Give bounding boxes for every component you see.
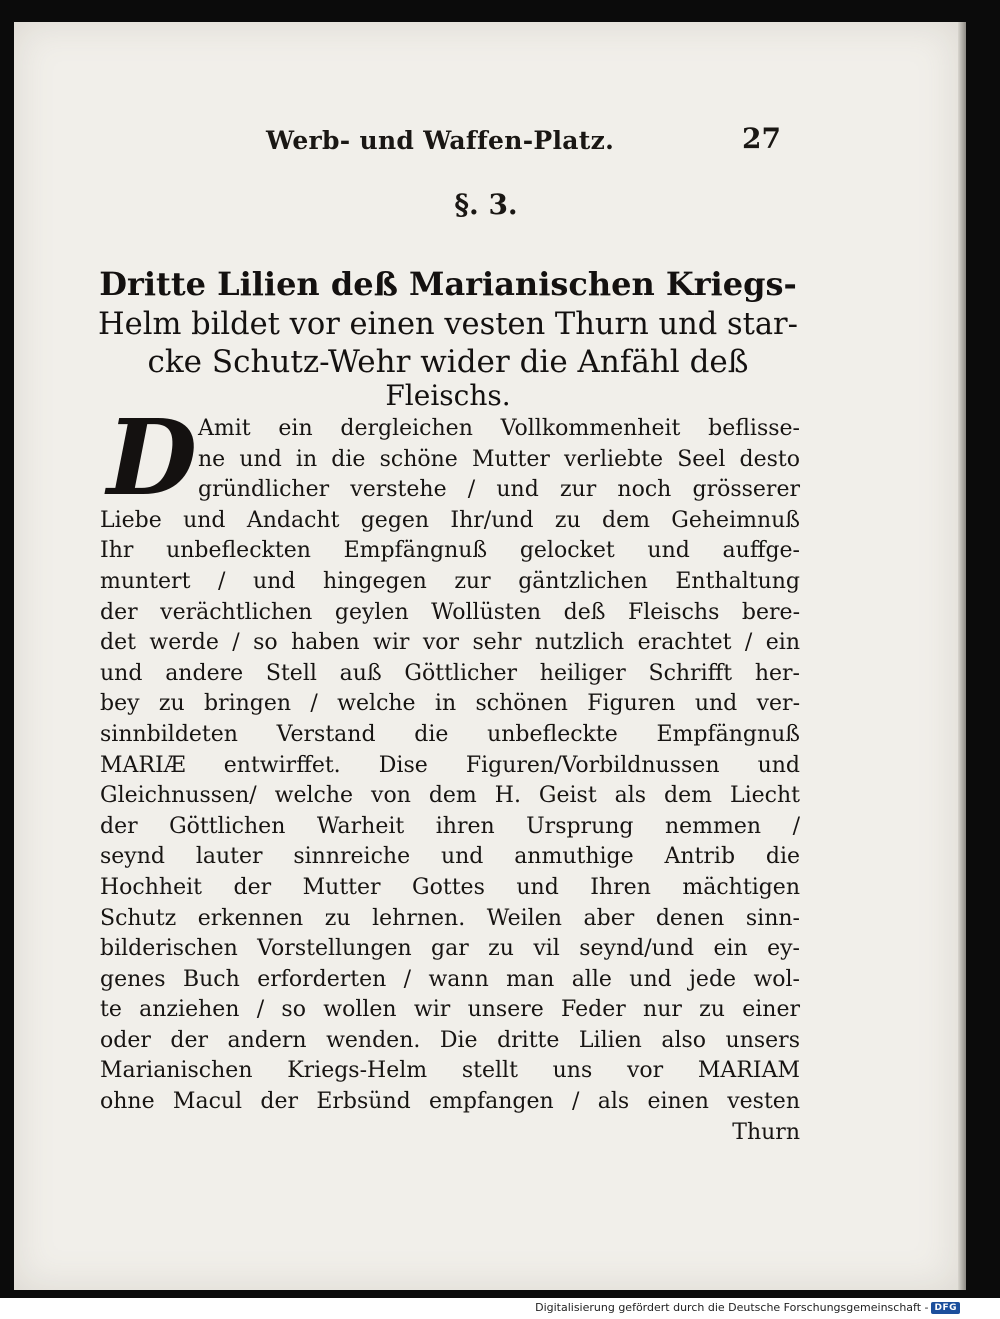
text-line: det werde / so haben wir vor sehr nutzlich erachtet / ein — [100, 630, 800, 656]
page-edge — [958, 22, 966, 1290]
text-line: genes Buch erforderten / wann man alle und jede wol- — [100, 966, 800, 992]
digitization-footer — [535, 1301, 960, 1314]
heading-line: Fleischs. — [385, 379, 511, 412]
heading-line: Helm bildet vor einen vesten Thurn und star- — [98, 307, 798, 342]
text-line: bey zu bringen / welche in schönen Figuren und ver- — [100, 691, 800, 717]
text-line: te anziehen / so wollen wir unsere Feder nur zu einer — [100, 997, 800, 1023]
body-text — [100, 414, 800, 1148]
text-line: muntert / und hingegen zur gäntzlichen Enthaltung — [100, 568, 800, 594]
text-line: Ihr unbefleckten Empfängnuß gelocket und auffge- — [100, 538, 800, 564]
text-line: der verächtlichen geylen Wollüsten deß Fleischs bere- — [100, 599, 800, 625]
book-page — [14, 22, 958, 1290]
text-line: Liebe und Andacht gegen Ihr/und zu dem Geheimnuß — [100, 507, 800, 533]
catchword: Thurn — [732, 1119, 800, 1145]
running-head: Werb- und Waffen-Platz. — [266, 126, 615, 155]
text-line: und andere Stell auß Göttlicher heiliger Schrifft her- — [100, 660, 800, 686]
text-line: Hochheit der Mutter Gottes und Ihren mächtigen — [100, 874, 800, 900]
text-line: der Göttlichen Warheit ihren Ursprung nemmen / — [100, 813, 800, 839]
chapter-heading — [98, 262, 798, 412]
text-line: MARIÆ entwirffet. Dise Figuren/Vorbildnussen und — [100, 752, 800, 778]
page-number: 27 — [742, 122, 781, 155]
text-line: Gleichnussen/ welche von dem H. Geist als dem Liecht — [100, 783, 800, 809]
section-number: §. 3. — [454, 188, 518, 221]
text-line: seynd lauter sinnreiche und anmuthige Antrib die — [100, 844, 800, 870]
text-line: bilderischen Vorstellungen gar zu vil seynd/und ein ey- — [100, 936, 800, 962]
footer-text: Digitalisierung gefördert durch die Deutsche Forschungsgemeinschaft - — [535, 1301, 929, 1314]
dfg-logo: DFG — [931, 1302, 960, 1314]
heading-line: cke Schutz-Wehr wider die Anfähl deß — [147, 344, 749, 380]
text-line: gründlicher verstehe / und zur noch grösserer — [198, 477, 800, 503]
text-line: Schutz erkennen zu lehrnen. Weilen aber denen sinn- — [100, 905, 800, 931]
text-line: ohne Macul der Erbsünd empfangen / als einen vesten — [100, 1089, 800, 1115]
drop-cap: D — [106, 396, 198, 519]
heading-line: Dritte Lilien deß Marianischen Kriegs- — [99, 265, 797, 303]
text-line: oder der andern wenden. Die dritte Lilien also unsers — [100, 1027, 800, 1053]
text-line: sinnbildeten Verstand die unbefleckte Empfängnuß — [100, 721, 800, 747]
text-line: ne und in die schöne Mutter verliebte Seel desto — [198, 446, 800, 472]
text-line: Amit ein dergleichen Vollkommenheit beflisse- — [198, 416, 800, 441]
text-line: Marianischen Kriegs-Helm stellt uns vor MARIAM — [100, 1058, 800, 1084]
